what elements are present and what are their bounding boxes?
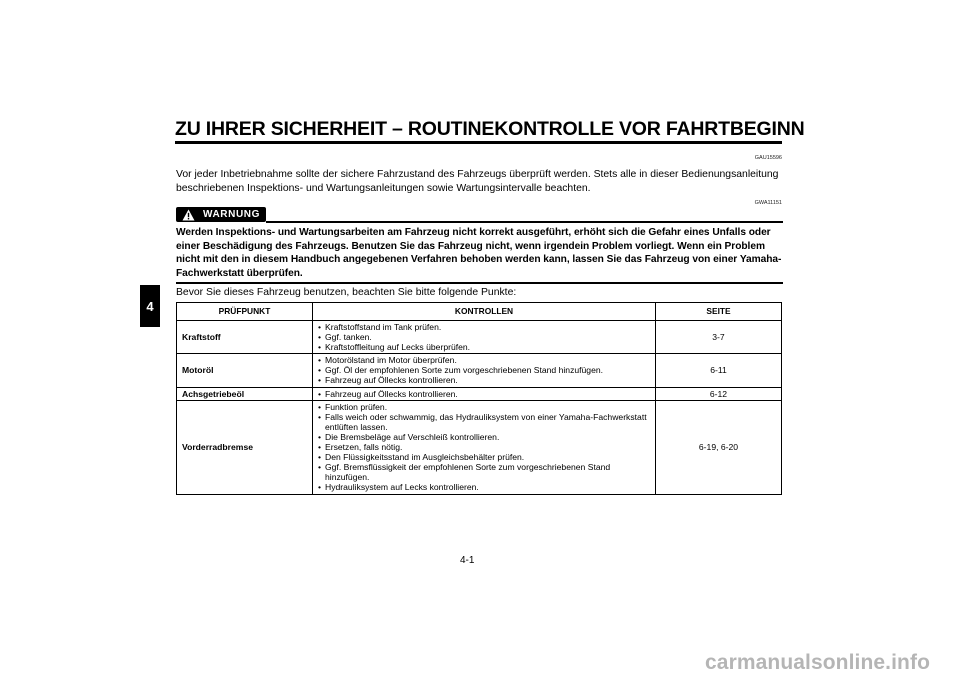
control-item: • Ggf. Bremsflüssigkeit der empfohlenen Sorte zum vorgeschriebenen Stand hinzufügen. bbox=[318, 462, 650, 482]
lead-text: Bevor Sie dieses Fahrzeug benutzen, beachten Sie bitte folgende Punkte: bbox=[176, 287, 517, 298]
check-point: Kraftstoff bbox=[177, 321, 313, 354]
check-page: 6-12 bbox=[656, 387, 782, 400]
header-seite: SEITE bbox=[656, 303, 782, 321]
control-item: • Fahrzeug auf Öllecks kontrollieren. bbox=[318, 375, 650, 385]
control-item: • Hydrauliksystem auf Lecks kontrollieren. bbox=[318, 482, 650, 492]
control-item: • Ggf. tanken. bbox=[318, 332, 650, 342]
control-item: • Motorölstand im Motor überprüfen. bbox=[318, 355, 650, 365]
intro-paragraph: Vor jeder Inbetriebnahme sollte der sichere Fahrzustand des Fahrzeugs überprüft werden. Stets alle in dieser Bedienungsanleitung beschriebenen Inspektions- und Wartungsanleitungen sowie Wartungsintervalle beachten. bbox=[176, 169, 779, 194]
control-item: • Funktion prüfen. bbox=[318, 402, 650, 412]
warning-badge bbox=[176, 207, 266, 222]
table-row bbox=[177, 321, 782, 354]
control-item: • Ersetzen, falls nötig. bbox=[318, 442, 650, 452]
warning-triangle-icon bbox=[182, 209, 195, 221]
check-controls bbox=[313, 400, 656, 494]
warning-bottom-rule bbox=[176, 282, 783, 284]
warning-text: Werden Inspektions- und Wartungsarbeiten am Fahrzeug nicht korrekt ausgeführt, erhöht sich die Gefahr eines Unfalls oder einer Beschädigung des Fahrzeugs. Benutzen Sie das Fahrzeug nicht, wenn irgendein Problem vorliegt. Wenn ein Problem nicht mit den in diesem Handbuch angegebenen Verfahren behoben werden kann, lassen Sie das Fahrzeug von einer Yamaha-Fachwerkstatt überprüfen. bbox=[176, 227, 782, 279]
page-title: ZU IHRER SICHERHEIT – ROUTINEKONTROLLE VOR FAHRTBEGINN bbox=[175, 118, 805, 140]
title-rule bbox=[175, 141, 782, 144]
check-controls bbox=[313, 387, 656, 400]
section-tab: 4 bbox=[140, 285, 160, 327]
control-item: • Ggf. Öl der empfohlenen Sorte zum vorgeschriebenen Stand hinzufügen. bbox=[318, 365, 650, 375]
check-page: 6-19, 6-20 bbox=[656, 400, 782, 494]
control-item: • Falls weich oder schwammig, das Hydrauliksystem von einer Yamaha-Fachwerkstatt entlüften lassen. bbox=[318, 412, 650, 432]
check-page: 3-7 bbox=[656, 321, 782, 354]
intro-reference-code: GAU15596 bbox=[754, 155, 782, 161]
warning-rule bbox=[266, 221, 783, 223]
control-item: • Den Flüssigkeitsstand im Ausgleichsbehälter prüfen. bbox=[318, 452, 650, 462]
warning-label: WARNUNG bbox=[203, 209, 260, 220]
check-point: Achsgetriebeöl bbox=[177, 387, 313, 400]
table-header-row bbox=[177, 303, 782, 321]
check-controls bbox=[313, 354, 656, 387]
check-controls bbox=[313, 321, 656, 354]
header-pruefpunkt: PRÜFPUNKT bbox=[177, 303, 313, 321]
table-row bbox=[177, 400, 782, 494]
warning-header bbox=[176, 207, 783, 223]
control-item: • Kraftstoffleitung auf Lecks überprüfen. bbox=[318, 342, 650, 352]
check-point: Vorderradbremse bbox=[177, 400, 313, 494]
control-item: • Die Bremsbeläge auf Verschleiß kontrollieren. bbox=[318, 432, 650, 442]
warning-reference-code: GWA11151 bbox=[754, 200, 782, 206]
table-row bbox=[177, 354, 782, 387]
control-item: • Fahrzeug auf Öllecks kontrollieren. bbox=[318, 389, 650, 399]
page-number: 4-1 bbox=[460, 555, 475, 566]
table-row bbox=[177, 387, 782, 400]
header-kontrollen: KONTROLLEN bbox=[313, 303, 656, 321]
check-page: 6-11 bbox=[656, 354, 782, 387]
watermark-logo: carmanualsonline.info bbox=[705, 651, 930, 674]
check-point: Motoröl bbox=[177, 354, 313, 387]
control-item: • Kraftstoffstand im Tank prüfen. bbox=[318, 322, 650, 332]
checks-table bbox=[176, 302, 782, 495]
